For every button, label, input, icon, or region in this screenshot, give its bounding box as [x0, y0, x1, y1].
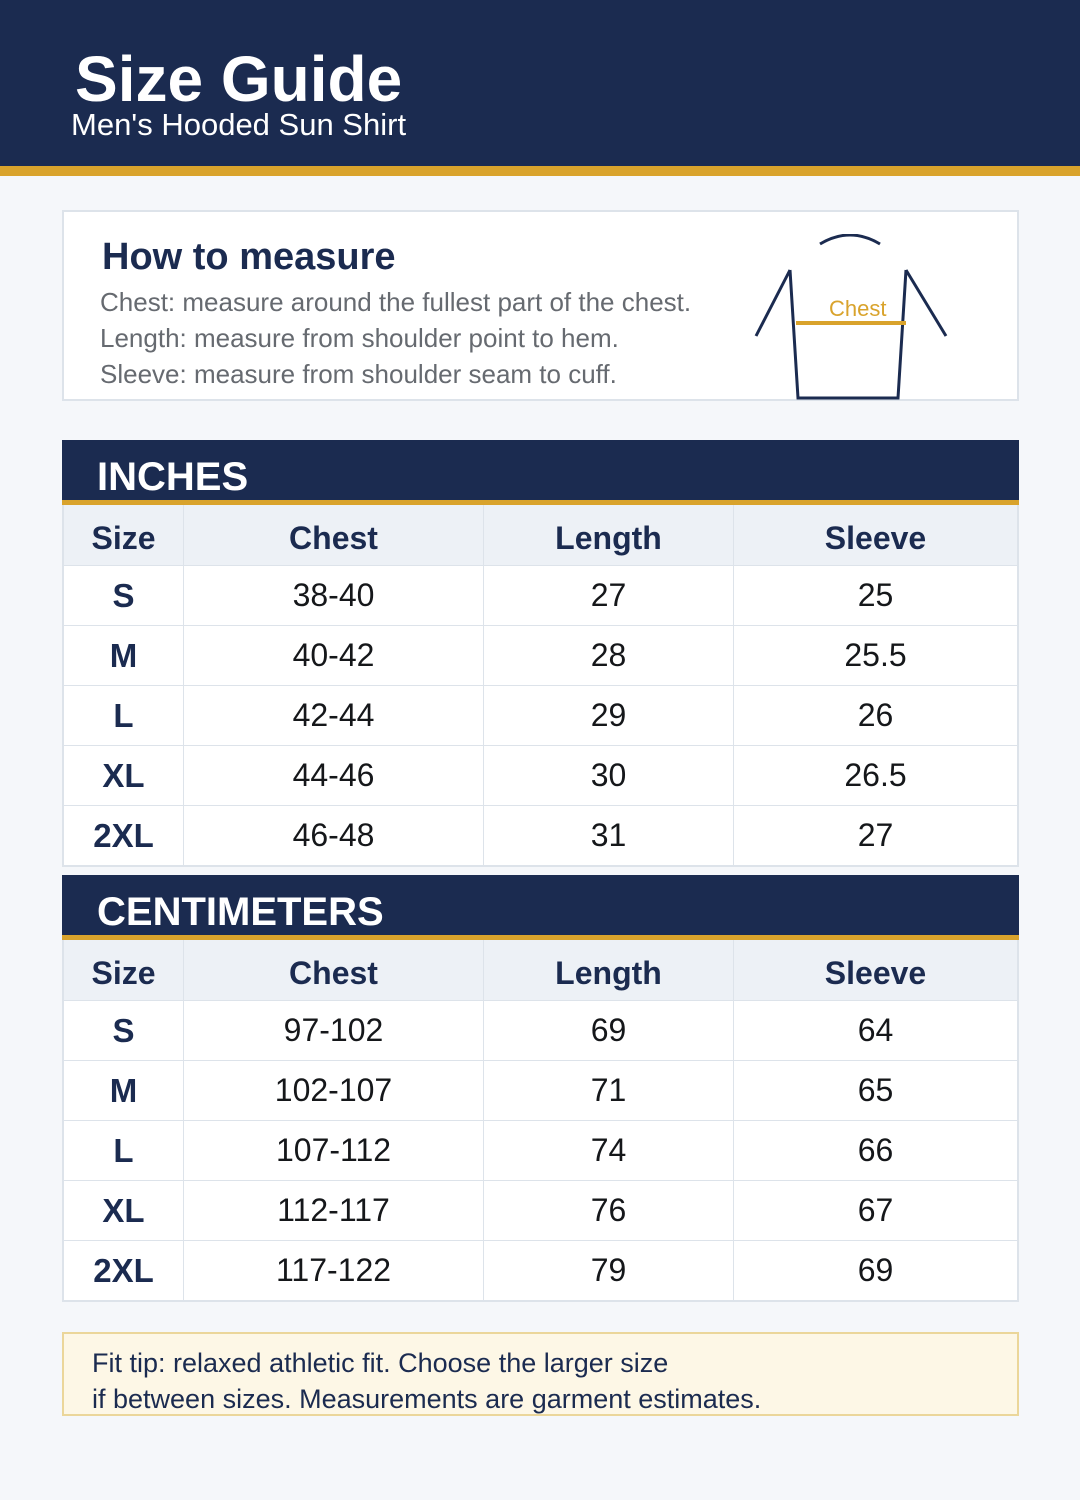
- sleeve-cell: 25.5: [733, 626, 1017, 685]
- length-cell: 30: [483, 746, 733, 805]
- length-cell: 79: [483, 1241, 733, 1300]
- measure-title: How to measure: [102, 236, 396, 278]
- length-cell: 28: [483, 626, 733, 685]
- inches-table: [62, 505, 1019, 867]
- size-cell: S: [112, 576, 135, 614]
- how-to-measure-card: [62, 210, 1019, 401]
- header-length: Length: [483, 505, 733, 565]
- centimeters-table: [62, 940, 1019, 1302]
- length-cell: 31: [483, 806, 733, 865]
- sleeve-cell: 64: [733, 1001, 1017, 1060]
- sleeve-cell: 67: [733, 1181, 1017, 1240]
- page-title: Size Guide: [75, 43, 403, 115]
- table-row: [64, 1240, 1017, 1300]
- measure-sleeve-instruction: Sleeve: measure from shoulder seam to cuff.: [100, 359, 617, 389]
- size-cell: M: [109, 1071, 138, 1109]
- chest-diagram-label: Chest: [829, 296, 887, 321]
- size-cell: 2XL: [93, 1251, 154, 1289]
- chest-cell: 97-102: [183, 1001, 483, 1060]
- page-subtitle: Men's Hooded Sun Shirt: [71, 107, 407, 142]
- header-size: Size: [91, 519, 156, 556]
- sleeve-cell: 69: [733, 1241, 1017, 1300]
- length-cell: 71: [483, 1061, 733, 1120]
- sleeve-cell: 26.5: [733, 746, 1017, 805]
- length-cell: 74: [483, 1121, 733, 1180]
- chest-cell: 46-48: [183, 806, 483, 865]
- fit-tip-line-2: if between sizes. Measurements are garment estimates.: [92, 1384, 762, 1414]
- size-cell: M: [109, 636, 138, 674]
- centimeters-section-header: [62, 875, 1019, 940]
- inches-section-title: INCHES: [97, 455, 249, 499]
- table-row: [64, 625, 1017, 685]
- table-row: [64, 805, 1017, 865]
- header-banner: [0, 0, 1080, 166]
- sleeve-cell: 25: [733, 566, 1017, 625]
- centimeters-section-title: CENTIMETERS: [97, 890, 384, 934]
- measure-length-instruction: Length: measure from shoulder point to hem.: [100, 323, 619, 353]
- table-row: [64, 1180, 1017, 1240]
- length-cell: 27: [483, 566, 733, 625]
- header-sleeve: Sleeve: [733, 505, 1017, 565]
- table-header-row: [64, 505, 1017, 565]
- table-header-row: [64, 940, 1017, 1000]
- sleeve-cell: 26: [733, 686, 1017, 745]
- length-cell: 29: [483, 686, 733, 745]
- header-length: Length: [483, 940, 733, 1000]
- chest-cell: 38-40: [183, 566, 483, 625]
- length-cell: 69: [483, 1001, 733, 1060]
- size-cell: 2XL: [93, 816, 154, 854]
- sleeve-cell: 66: [733, 1121, 1017, 1180]
- header-accent-stripe: [0, 166, 1080, 176]
- size-cell: S: [112, 1011, 135, 1049]
- size-cell: XL: [102, 756, 145, 794]
- table-row: [64, 685, 1017, 745]
- chest-cell: 40-42: [183, 626, 483, 685]
- chest-cell: 107-112: [183, 1121, 483, 1180]
- chest-cell: 42-44: [183, 686, 483, 745]
- fit-tip-line-1: Fit tip: relaxed athletic fit. Choose the larger size: [92, 1348, 669, 1378]
- header-sleeve: Sleeve: [733, 940, 1017, 1000]
- chest-cell: 117-122: [183, 1241, 483, 1300]
- table-row: [64, 1060, 1017, 1120]
- header-chest: Chest: [183, 940, 483, 1000]
- table-row: [64, 1000, 1017, 1060]
- header-chest: Chest: [183, 505, 483, 565]
- table-row: [64, 565, 1017, 625]
- inches-section-header: [62, 440, 1019, 505]
- sleeve-cell: 27: [733, 806, 1017, 865]
- chest-cell: 112-117: [183, 1181, 483, 1240]
- size-cell: L: [113, 696, 134, 734]
- size-cell: XL: [102, 1191, 145, 1229]
- size-cell: L: [113, 1131, 134, 1169]
- chest-cell: 102-107: [183, 1061, 483, 1120]
- measure-chest-instruction: Chest: measure around the fullest part of the chest.: [100, 287, 692, 317]
- fit-tip-box: [62, 1332, 1019, 1416]
- length-cell: 76: [483, 1181, 733, 1240]
- header-size: Size: [91, 954, 156, 991]
- sleeve-cell: 65: [733, 1061, 1017, 1120]
- chest-cell: 44-46: [183, 746, 483, 805]
- table-row: [64, 745, 1017, 805]
- table-row: [64, 1120, 1017, 1180]
